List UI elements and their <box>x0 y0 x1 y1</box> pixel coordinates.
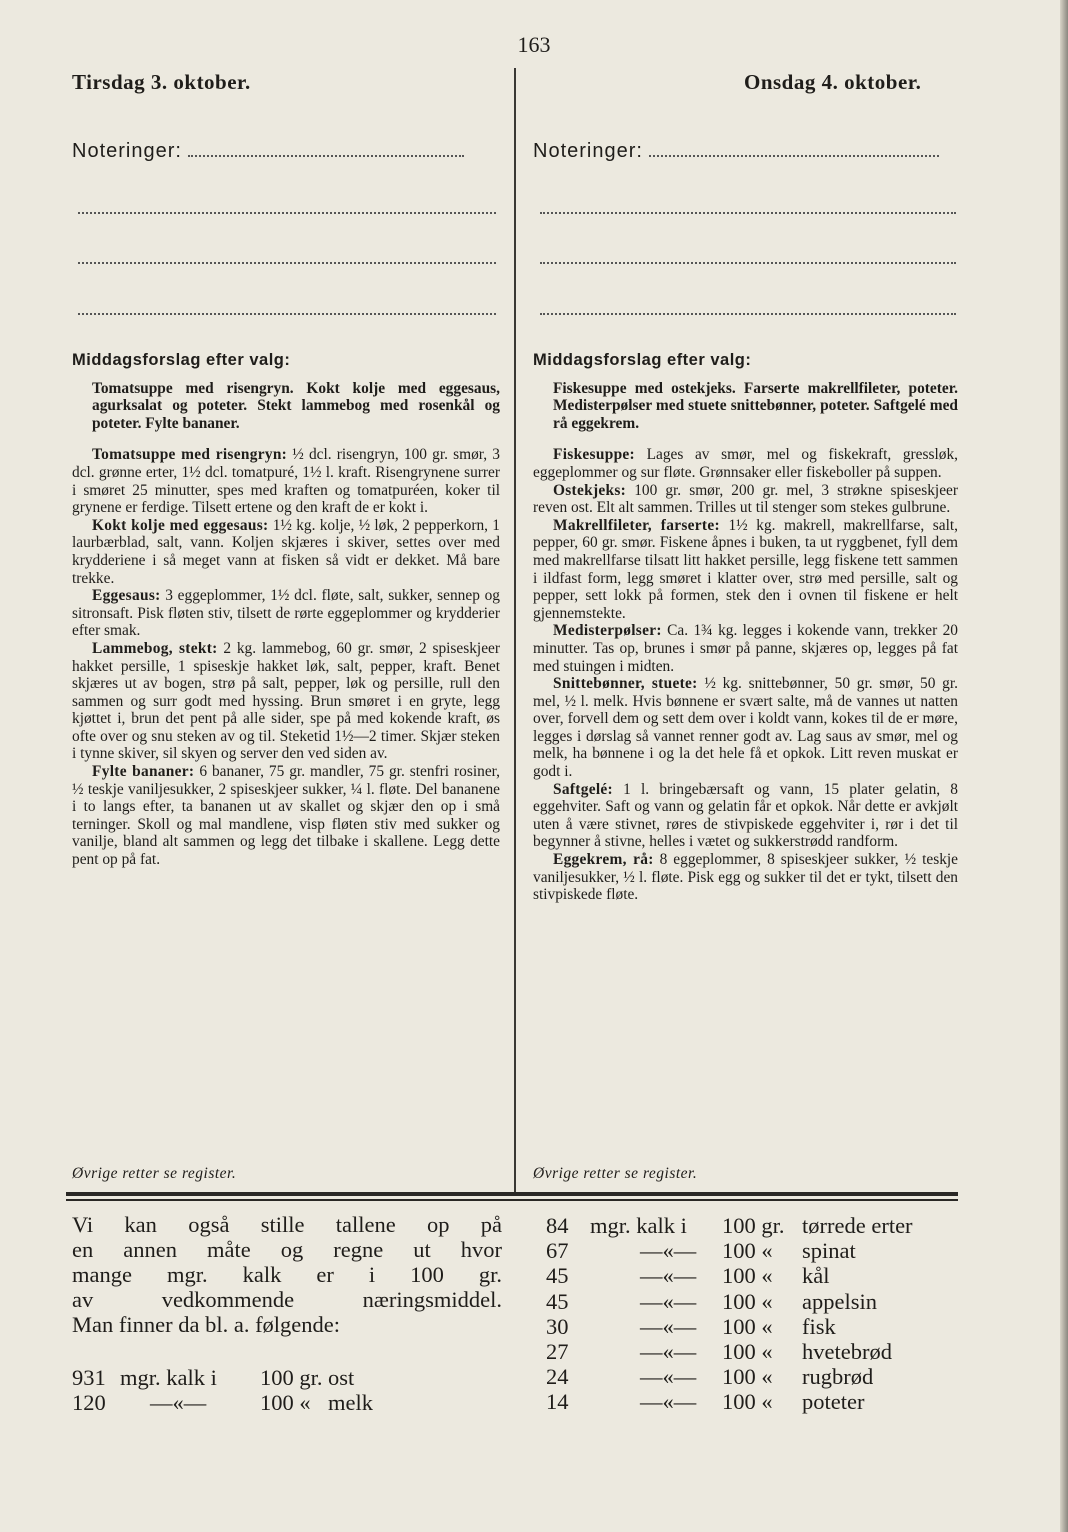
calcium-row <box>546 1289 966 1314</box>
day-heading-left: Tirsdag 3. oktober. <box>72 70 251 94</box>
notes-dotline <box>649 155 939 157</box>
notes-label-right <box>533 140 939 163</box>
calcium-per-100: 100 « <box>722 1313 773 1339</box>
recipe-title: Medisterpølser: <box>553 622 662 640</box>
calcium-table-left <box>72 1365 512 1415</box>
recipe <box>533 482 958 517</box>
recipe <box>72 517 500 587</box>
recipe <box>533 781 958 851</box>
intro-line: mange mgr. kalk er i 100 gr. <box>72 1262 502 1287</box>
calcium-row <box>72 1365 512 1390</box>
calcium-row <box>546 1213 966 1238</box>
calcium-row <box>546 1364 966 1389</box>
calcium-row <box>546 1339 966 1364</box>
recipe-title: Ostekjeks: <box>553 481 627 499</box>
calcium-ditto: —«— <box>640 1238 697 1264</box>
recipe <box>72 640 500 763</box>
calcium-food: rugbrød <box>802 1364 874 1390</box>
notes-label-text: Noteringer: <box>533 140 643 162</box>
calcium-value: 45 <box>546 1263 569 1289</box>
calcium-value: 45 <box>546 1288 569 1314</box>
notes-dotline <box>188 155 464 157</box>
recipe-text: 1½ kg. makrell, makrellfarse, salt, pepper, 60 gr. smør. Fiskene åpnes i buken, ta ut ryggbenet, fyll dem med makrellfarse tilsatt litt hakket persille, legg fiskene tett sammen i ildfast form, legg smøret i klatter over, strø med persille, salt og pepper, sett lokk på formen, stek den i ovnen til fiskene er helt gjennemstekte. <box>533 516 958 622</box>
calcium-food: spinat <box>802 1238 856 1264</box>
calcium-ditto: mgr. kalk i <box>590 1213 687 1238</box>
recipe <box>533 851 958 904</box>
calcium-per-100: 100 gr. <box>722 1213 785 1238</box>
notes-dotline <box>540 262 956 264</box>
section-rule <box>66 1199 958 1201</box>
recipe-text: 1½ kg. kolje, ½ løk, 2 pepperkorn, 1 laurbærblad, salt, vann. Koljen skjæres i skiver, settes over med krydderiene i så meget vann at fisken så vidt er dekket. Må bare trekke. <box>72 516 500 587</box>
column-divider <box>514 68 516 1192</box>
calcium-ditto: —«— <box>640 1288 697 1314</box>
notes-dotline <box>540 313 956 315</box>
calcium-food: hvetebrød <box>802 1338 892 1364</box>
recipe <box>533 517 958 623</box>
calcium-per-100: 100 « <box>722 1389 773 1415</box>
calcium-value: 931 <box>72 1365 106 1390</box>
menu-heading: Middagsforslag efter valg: <box>72 351 291 369</box>
calcium-value: 30 <box>546 1313 569 1339</box>
recipe-title: Fylte bananer: <box>92 763 195 781</box>
calcium-row <box>546 1314 966 1339</box>
notes-dotline <box>78 313 496 315</box>
calcium-value: 24 <box>546 1364 569 1390</box>
page-edge <box>1060 0 1068 1532</box>
recipe-text: 100 gr. smør, 200 gr. mel, 3 strøkne spiseskjeer reven ost. Elt alt sammen. Trilles ut til stenger som stekes gulbrune. <box>533 481 958 517</box>
intro-line: Vi kan også stille tallene op på <box>72 1212 502 1237</box>
recipe <box>533 622 958 675</box>
recipe <box>72 587 500 640</box>
calcium-per-100: 100 « <box>722 1263 773 1289</box>
recipe-title: Saftgelé: <box>553 780 613 798</box>
recipe-title: Lammebog, stekt: <box>92 639 218 657</box>
notes-dotline <box>78 212 496 214</box>
calcium-value: 67 <box>546 1238 569 1264</box>
recipe-text: 2 kg. lammebog, 60 gr. smør, 2 spiseskjeer hakket persille, 1 spiseskje hakket løk, salt, pepper, kraft. Benet skjæres ut av bogen, strø på salt, pepper, løk og persille, rull den sammen og surr godt med hyssing. Brun smøret i en gryte, legg kjøttet i, brun det pent på alle sider, spe på med kokende kraft, øs ofte over og snu steken av og til. Steketid 1½—2 timer. Skjær steken i tynne skiver, sil skyen og server den ved siden av. <box>72 639 500 763</box>
recipe-text: ½ kg. snittebønner, 50 gr. smør, 50 gr. mel, ½ l. melk. Hvis bønnene er svært salte, må de vannes ut natten over, forvell dem og sett dem over i koldt vann, kokes til de er møre, legges i dørslag så vannet renner godt av. Lag saus av smør, mel og melk, ha bønnene i og la det hele få et opkok. Litt reven muskat er godt i. <box>533 675 958 781</box>
recipe-text: Lages av smør, mel og fiskekraft, gressløk, eggeplommer og sur fløte. Grønnsaker eller fiskeboller på suppen. <box>533 446 958 481</box>
notes-dotline <box>540 212 956 214</box>
calcium-per-100: 100 « <box>722 1338 773 1364</box>
calcium-intro <box>72 1212 502 1337</box>
calcium-ditto: —«— <box>640 1338 697 1364</box>
calcium-per-100: 100 gr. <box>260 1365 323 1390</box>
recipe-title: Eggekrem, rå: <box>553 851 654 869</box>
notes-dotline <box>78 262 496 264</box>
recipe-text: 3 eggeplommer, 1½ dcl. fløte, salt, sukker, sennep og sitronsaft. Pisk fløten stiv, tilsett de rørte eggeplommer og krydderier efter smak. <box>72 587 500 640</box>
calcium-ditto: —«— <box>640 1263 697 1289</box>
calcium-per-100: 100 « <box>722 1238 773 1264</box>
section-rule <box>66 1192 958 1196</box>
menu-column-right <box>533 352 958 904</box>
calcium-value: 84 <box>546 1213 569 1238</box>
calcium-food: poteter <box>802 1389 865 1415</box>
notes-label-left <box>72 140 464 163</box>
menu-heading: Middagsforslag efter valg: <box>533 351 752 369</box>
calcium-row <box>72 1390 512 1415</box>
recipe-title: Fiskesuppe: <box>553 446 635 464</box>
calcium-food: fisk <box>802 1313 836 1339</box>
calcium-row <box>546 1263 966 1288</box>
recipe-text: 8 eggeplommer, 8 spiseskjeer sukker, ½ teskje vaniljesukker, ½ l. fløte. Pisk egg og sukker til det er tykt, tilsett den stivpiskede fløte. <box>533 851 958 904</box>
calcium-table-right <box>546 1213 966 1415</box>
calcium-ditto: —«— <box>640 1364 697 1390</box>
calcium-value: 120 <box>72 1390 106 1416</box>
intro-line: av vedkommende næringsmiddel. <box>72 1287 502 1312</box>
recipe-text: Ca. 1¾ kg. legges i kokende vann, trekker 20 minutter. Tas op, brunes i smør på panne, skjæres op, legges på fat med stuingen i midten. <box>533 622 958 675</box>
calcium-food: appelsin <box>802 1288 877 1314</box>
calcium-value: 27 <box>546 1338 569 1364</box>
calcium-ditto: mgr. kalk i <box>120 1365 217 1390</box>
recipe <box>72 763 500 869</box>
page-number: 163 <box>517 32 551 57</box>
calcium-per-100: 100 « <box>722 1364 773 1390</box>
calcium-ditto: —«— <box>640 1389 697 1415</box>
recipe-title: Kokt kolje med eggesaus: <box>92 516 269 534</box>
register-note-left: Øvrige retter se register. <box>72 1165 237 1182</box>
calcium-ditto: —«— <box>640 1313 697 1339</box>
calcium-per-100: 100 « <box>260 1390 311 1416</box>
calcium-food: ost <box>328 1365 355 1390</box>
calcium-row <box>546 1389 966 1414</box>
recipe-title: Eggesaus: <box>92 587 161 605</box>
menu-column-left <box>72 352 500 869</box>
recipe <box>533 675 958 781</box>
menu-summary: Fiskesuppe med ostekjeks. Farserte makrellfileter, poteter. Medisterpølser med stuete snittebønner, poteter. Saftgelé med rå eggekrem. <box>553 379 958 432</box>
recipe-text: 6 bananer, 75 gr. mandler, 75 gr. stenfri rosiner, ½ teskje vaniljesukker, 2 spiseskjeer sukker, ¼ l. fløte. Del bananene i to langs efter, ta bananen ut av skallet og skjær den op i små terninger. Skoll og mal mandlene, visp fløten stiv med sukker og vanilje, bland alt sammen og legg det tilbake i skallene. Legg dette pent op på fat. <box>72 763 501 869</box>
recipe-text: ½ dcl. risengryn, 100 gr. smør, 3 dcl. grønne erter, 1½ dcl. tomatpuré, 1½ l. kraft. Risengrynene surrer i smøret 25 minutter, spes med kraften og tomatpuréen, koker til grynene er ferdige. Tilsett ertene og den kraft de er kokt i. <box>72 446 500 517</box>
menu-summary: Tomatsuppe med risengryn. Kokt kolje med eggesaus, agurksalat og poteter. Stekt lammebog med rosenkål og poteter. Fylte bananer. <box>92 379 500 432</box>
intro-line: Man finner da bl. a. følgende: <box>72 1312 341 1337</box>
recipe <box>72 446 500 516</box>
day-heading-right: Onsdag 4. oktober. <box>744 70 922 94</box>
calcium-ditto: —«— <box>150 1390 207 1416</box>
calcium-row <box>546 1238 966 1263</box>
calcium-per-100: 100 « <box>722 1288 773 1314</box>
recipe <box>533 446 958 481</box>
calcium-food: melk <box>328 1390 373 1416</box>
recipe-title: Makrellfileter, farserte: <box>553 516 720 534</box>
calcium-food: kål <box>802 1263 830 1289</box>
notes-label-text: Noteringer: <box>72 140 182 162</box>
recipe-title: Snittebønner, stuete: <box>553 675 698 693</box>
register-note-right: Øvrige retter se register. <box>533 1165 698 1182</box>
recipe-title: Tomatsuppe med risengryn: <box>92 446 288 464</box>
recipe-text: 1 l. bringebærsaft og vann, 15 plater gelatin, 8 eggehviter. Saft og vann og gelatin får et opkok. Når dette er avkjølt uten å være stivnet, røres de stivpiskede eggehviter i, rør i det til begynner å stivne, helles i vætet og sukkerstrødd randform. <box>533 780 958 851</box>
calcium-value: 14 <box>546 1389 569 1415</box>
intro-line: en annen måte og regne ut hvor <box>72 1237 502 1262</box>
calcium-food: tørrede erter <box>802 1213 913 1238</box>
